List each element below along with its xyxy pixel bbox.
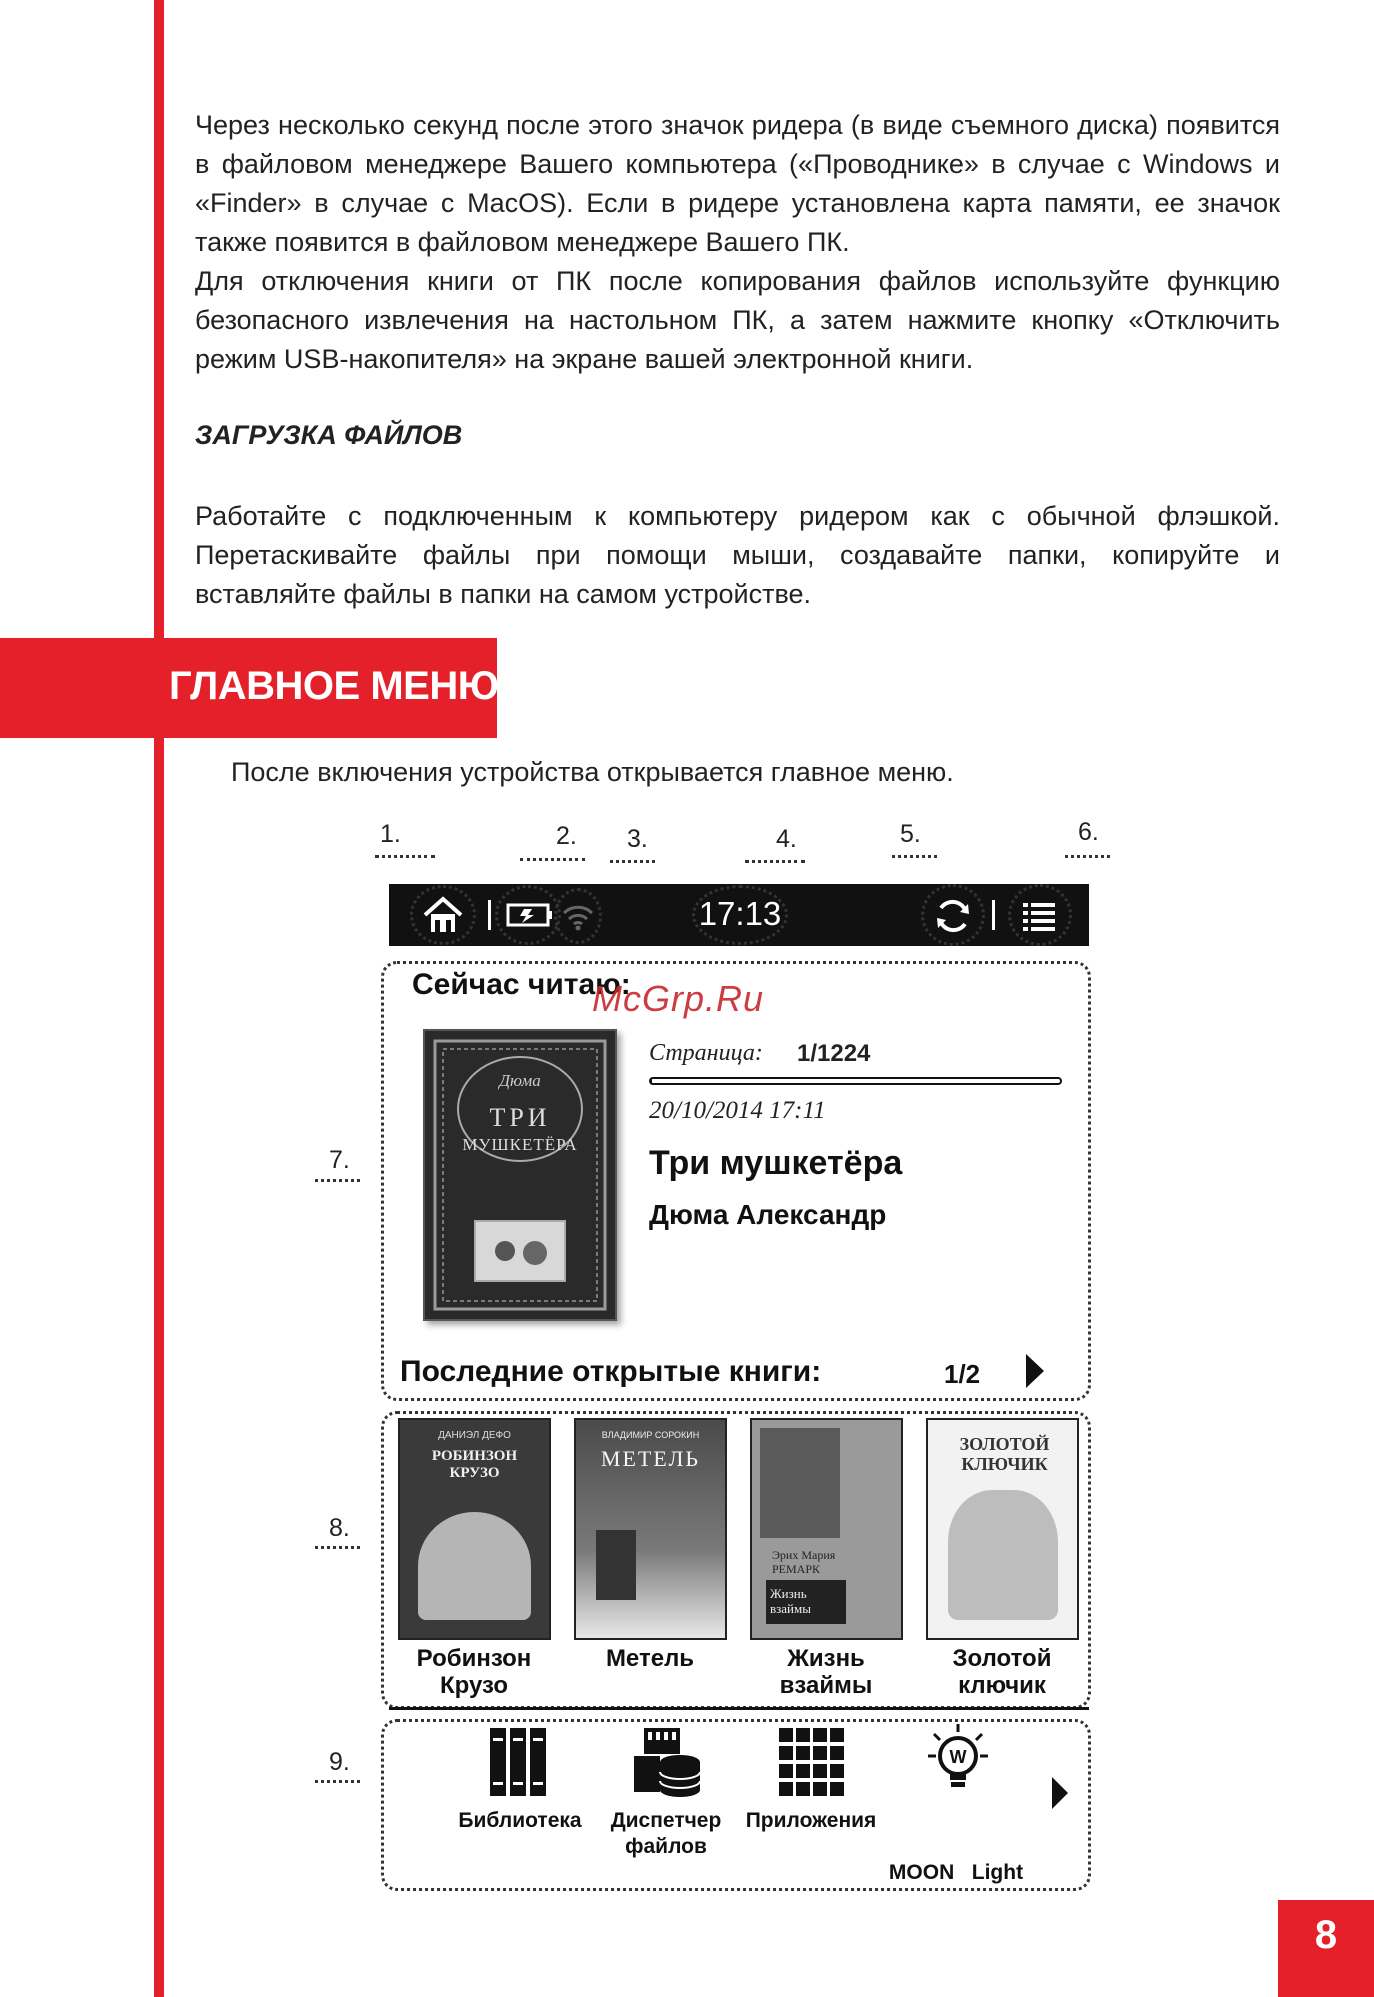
subheading-upload-files: ЗАГРУЗКА ФАЙЛОВ [195, 420, 463, 450]
section-title: ГЛАВНОЕ МЕНЮ [169, 664, 499, 708]
clock-display: 17:13 [698, 895, 782, 932]
current-book-title[interactable]: Три мушкетёра [649, 1144, 903, 1182]
shelf-book-title-1[interactable] [389, 1645, 559, 1699]
app-label-library[interactable] [450, 1808, 590, 1834]
shelf-title-line2: взаймы [779, 1672, 873, 1699]
leader-line-5 [892, 855, 937, 858]
leader-line-4 [745, 860, 805, 863]
shelf-book-cover-2[interactable] [574, 1418, 727, 1640]
callout-5: 5. [900, 820, 921, 848]
page-number: 8 [1314, 1913, 1338, 1957]
leader-line-1 [375, 855, 435, 858]
app-label-line1: MOON Light [888, 1861, 1024, 1884]
shelf-cover-title-1: РОБИНЗОН КРУЗО [431, 1448, 518, 1481]
callout-9: 9. [329, 1748, 350, 1776]
current-book-cover[interactable] [423, 1029, 617, 1321]
shelf-book-title-4[interactable] [917, 1645, 1087, 1699]
app-label-apps[interactable] [741, 1808, 881, 1834]
shelf-title-line1: Робинзон [416, 1645, 532, 1672]
highlight-ring-4 [692, 885, 788, 945]
highlight-ring-6 [1008, 884, 1072, 946]
callout-4: 4. [776, 825, 797, 853]
app-label-line1: Библиотека [458, 1809, 582, 1832]
section-intro: После включения устройства открывается главное меню. [231, 757, 954, 787]
shelf-book-title-3[interactable] [741, 1645, 911, 1699]
shelf-cover-title-2: МЕТЕЛЬ [600, 1446, 701, 1471]
app-label-moon-light[interactable] [886, 1808, 1026, 1912]
reading-progress-bar [649, 1077, 1062, 1085]
now-reading-label: Сейчас читаю: [412, 968, 631, 1001]
leader-line-9 [315, 1780, 360, 1783]
paragraph-upload-files: Работайте с подключенным к компьютеру ридером как с обычной флэшкой. Перетаскивайте файлы при помощи мыши, создавайте папки, копируйте и вставляйте файлы в папки на самом устройстве. [195, 501, 1280, 609]
svg-text:W: W [949, 1747, 967, 1767]
highlight-ring-3 [554, 888, 602, 944]
callout-8: 8. [329, 1514, 350, 1542]
app-label-file-manager[interactable] [596, 1808, 736, 1860]
moon-light-icon[interactable] [928, 1724, 988, 1794]
last-read-datetime: 20/10/2014 17:11 [649, 1097, 826, 1124]
shelf-cover-tree-2 [596, 1530, 636, 1600]
app-label-line1: Диспетчер [610, 1809, 722, 1832]
shelf-cover-author-1: ДАНИЭЛ ДЕФО [438, 1430, 511, 1441]
paragraph-usb-appear: Через несколько секунд после этого значок ридера (в виде съемного диска) появится в файловом менеджере Вашего компьютера («Проводнике» в случае с Windows и «Finder» в случае с MacOS). Если в ридере установлена карта памяти, ее значок также появится в файловом менеджере Вашего ПК. [195, 110, 1280, 257]
callout-6: 6. [1078, 818, 1099, 846]
leader-line-2 [520, 858, 585, 861]
paragraph-usb-disconnect: Для отключения книги от ПК после копирования файлов используйте функцию безопасного извлечения на настольном ПК, а затем нажмите кнопку «Отключить режим USB-накопителя» на экране вашей электронной книги. [195, 266, 1280, 374]
shelf-title-line1: Метель [605, 1645, 695, 1672]
shelf-title-line2: Крузо [439, 1672, 508, 1699]
recent-next-arrow-icon[interactable] [1024, 1352, 1046, 1390]
current-book-author: Дюма Александр [649, 1199, 887, 1230]
shelf-divider [389, 1707, 1089, 1710]
shelf-book-cover-3[interactable] [750, 1418, 903, 1640]
leader-line-7 [315, 1179, 360, 1182]
shelf-cover-illustration-4 [948, 1490, 1058, 1620]
shelf-cover-author-2: ВЛАДИМИР СОРОКИН [601, 1430, 700, 1440]
shelf-book-title-2[interactable] [565, 1645, 735, 1672]
callout-3: 3. [627, 825, 648, 853]
library-icon[interactable] [488, 1726, 552, 1798]
cover-title-line1: ТРИ [489, 1103, 551, 1132]
callout-7: 7. [329, 1146, 350, 1174]
leader-line-3 [610, 860, 655, 863]
highlight-ring-2 [495, 885, 561, 945]
leader-line-6 [1065, 855, 1110, 858]
shelf-cover-illustration-1 [418, 1512, 531, 1620]
apps-next-arrow-icon[interactable] [1050, 1775, 1070, 1811]
shelf-cover-photo-3 [760, 1428, 840, 1538]
callout-1: 1. [380, 820, 401, 848]
red-margin-stripe [154, 0, 164, 1997]
shelf-book-cover-1[interactable] [398, 1418, 551, 1640]
page-value: 1/1224 [797, 1040, 871, 1067]
cover-title-line2: МУШКЕТЁРА [462, 1135, 578, 1154]
shelf-cover-title-4: ЗОЛОТОЙ КЛЮЧИК [959, 1434, 1050, 1474]
callout-2: 2. [556, 822, 577, 850]
shelf-book-cover-4[interactable] [926, 1418, 1079, 1640]
status-separator [488, 900, 491, 930]
shelf-title-line1: Жизнь [787, 1645, 865, 1672]
shelf-title-line2: ключик [958, 1672, 1046, 1699]
highlight-ring-1 [410, 885, 476, 945]
page-label: Страница: [649, 1040, 763, 1066]
shelf-title-line1: Золотой [952, 1645, 1052, 1672]
shelf-cover-title-3: Жизнь взаймы [770, 1586, 811, 1616]
cover-author-text: Дюма [499, 1071, 541, 1090]
app-label-line2: файлов [625, 1835, 707, 1858]
shelf-cover-author-3: Эрих Мария РЕМАРК [772, 1548, 836, 1576]
recent-books-pagination: 1/2 [944, 1359, 981, 1389]
watermark: McGrp.Ru [592, 978, 765, 1019]
file-manager-icon[interactable] [632, 1726, 702, 1798]
app-label-line1: Приложения [745, 1809, 877, 1832]
highlight-ring-5 [921, 884, 985, 946]
status-separator-2 [992, 900, 995, 930]
leader-line-8 [315, 1546, 360, 1549]
apps-grid-icon[interactable] [777, 1726, 845, 1798]
recent-books-label: Последние открытые книги: [400, 1355, 822, 1388]
